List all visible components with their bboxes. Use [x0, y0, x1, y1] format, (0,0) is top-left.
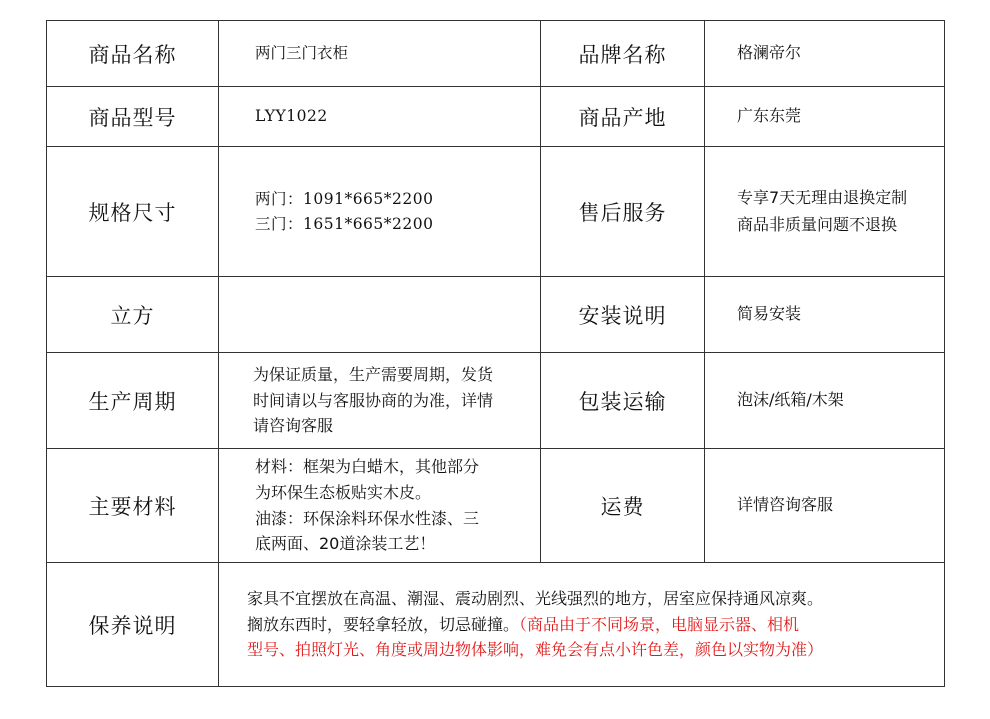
label-after-sales: 售后服务 [541, 147, 705, 277]
production-cycle-line-2: 时间请以与客服协商的为准，详情 [253, 390, 494, 410]
label-maintenance: 保养说明 [47, 563, 219, 687]
value-model: LYY1022 [219, 87, 541, 147]
dimensions-three-door: 三门：1651*665*2200 [255, 214, 434, 233]
label-volume: 立方 [47, 277, 219, 353]
after-sales-line-2: 商品非质量问题不退换 [737, 214, 898, 234]
label-model: 商品型号 [47, 87, 219, 147]
value-shipping-fee: 详情咨询客服 [705, 449, 945, 563]
after-sales-line-1: 专享7天无理由退换定制 [737, 188, 908, 208]
row-production-cycle [47, 353, 945, 449]
value-origin: 广东东莞 [705, 87, 945, 147]
value-product-name: 两门三门衣柜 [219, 21, 541, 87]
label-origin: 商品产地 [541, 87, 705, 147]
materials-line-4: 底两面、20道涂装工艺！ [255, 534, 436, 554]
value-brand-name: 格澜帝尔 [705, 21, 945, 87]
row-materials [47, 449, 945, 563]
value-maintenance [219, 563, 945, 687]
product-spec-table [46, 20, 945, 687]
value-volume [219, 277, 541, 353]
maintenance-line-1: 家具不宜摆放在高温、潮湿、震动剧烈、光线强烈的地方，居室应保持通风凉爽。 [247, 589, 824, 609]
materials-line-2: 为环保生态板贴实木皮。 [255, 482, 432, 502]
value-materials [219, 449, 541, 563]
label-brand-name: 品牌名称 [541, 21, 705, 87]
label-installation: 安装说明 [541, 277, 705, 353]
value-after-sales [705, 147, 945, 277]
materials-line-3: 油漆：环保涂料环保水性漆、三 [255, 508, 480, 528]
maintenance-line-2 [247, 612, 944, 638]
production-cycle-line-3: 请咨询客服 [253, 416, 334, 436]
label-product-name: 商品名称 [47, 21, 219, 87]
row-product-name [47, 21, 945, 87]
value-production-cycle [219, 353, 541, 449]
maintenance-line-2-text: 搁放东西时，要轻拿轻放，切忌碰撞。 [247, 614, 520, 634]
value-installation: 简易安装 [705, 277, 945, 353]
row-model [47, 87, 945, 147]
materials-line-1: 材料：框架为白蜡木，其他部分 [255, 457, 480, 477]
row-maintenance [47, 563, 945, 687]
row-volume [47, 277, 945, 353]
color-disclaimer-part-1: （商品由于不同场景，电脑显示器、相机 [519, 614, 800, 634]
label-materials: 主要材料 [47, 449, 219, 563]
value-dimensions [219, 147, 541, 277]
color-disclaimer-part-2: 型号、拍照灯光、角度或周边物体影响，难免会有点小许色差，颜色以实物为准） [247, 640, 824, 660]
label-production-cycle: 生产周期 [47, 353, 219, 449]
label-shipping-fee: 运费 [541, 449, 705, 563]
label-packaging: 包装运输 [541, 353, 705, 449]
row-dimensions [47, 147, 945, 277]
label-dimensions: 规格尺寸 [47, 147, 219, 277]
dimensions-two-door: 两门：1091*665*2200 [255, 189, 434, 208]
value-packaging: 泡沫/纸箱/木架 [705, 353, 945, 449]
production-cycle-line-1: 为保证质量，生产需要周期，发货 [253, 365, 494, 385]
